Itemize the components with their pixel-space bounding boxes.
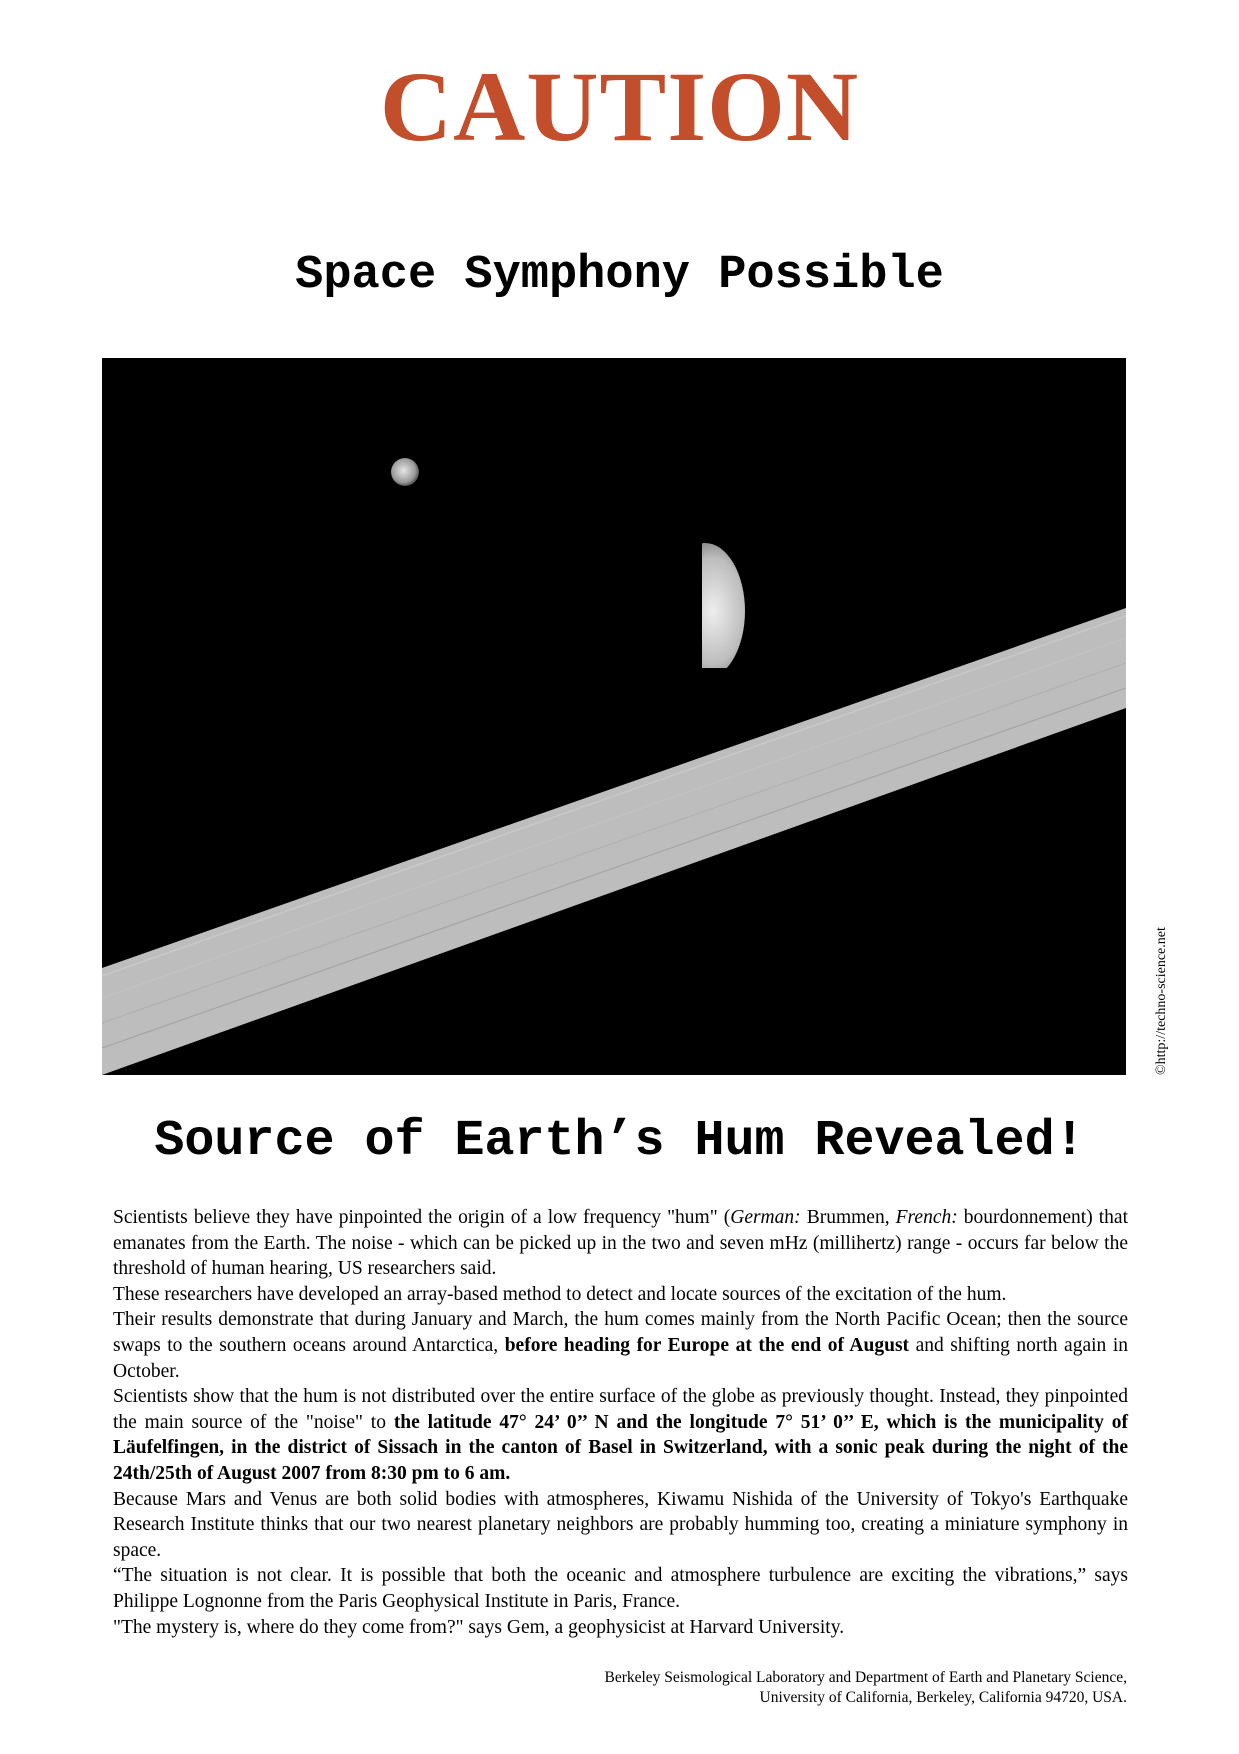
paragraph: Scientists believe they have pinpointed the origin of a low frequency "hum" (German: Brummen, French: bourdonnement) that emanates from the Earth. The noise - which can be picked up in the two and seven mHz (millihertz) range - occurs far below the threshold of human hearing, US researchers said. (113, 1207, 1128, 1280)
paragraph: Because Mars and Venus are both solid bodies with atmospheres, Kiwamu Nishida of the University of Tokyo's Earthquake Research Institute thinks that our two nearest planetary neighbors are probably humming too, creating a miniature symphony in space. (113, 1488, 1128, 1561)
article-headline: Source of Earth’s Hum Revealed! (154, 1113, 1085, 1170)
paragraph: Their results demonstrate that during January and March, the hum comes mainly from the North Pacific Ocean; then the source swaps to the southern oceans around Antarctica, before heading for Europe at the end of August and shifting north again in October. (113, 1309, 1128, 1382)
paragraph: “The situation is not clear. It is possible that both the oceanic and atmosphere turbulence are exciting the vibrations,” says Philippe Lognonne from the Paris Geophysical Institute in Paris, France. (113, 1565, 1128, 1612)
poster-subtitle: Space Symphony Possible (295, 249, 944, 302)
space-photo (102, 358, 1126, 1075)
photo-credit: ©http://techno-science.net (1154, 927, 1169, 1075)
paragraph: Scientists show that the hum is not distributed over the entire surface of the globe as previously thought. Instead, they pinpointed the main source of the "noise" to the latitude 47° 24’ 0’’ N and the longitude 7° 51’ 0’’ E, which is the municipality of Läufelfingen, in the district of Sissach in the canton of Basel in Switzerland, with a sonic peak during the night of the 24th/25th of August 2007 from 8:30 pm to 6 am. (113, 1386, 1128, 1484)
source-line: Berkeley Seismological Laboratory and Department of Earth and Planetary Science, (604, 1669, 1127, 1686)
source-attribution (604, 1668, 1127, 1708)
paragraph: These researchers have developed an array-based method to detect and locate sources of the excitation of the hum. (113, 1283, 1007, 1305)
source-line: University of California, Berkeley, California 94720, USA. (759, 1689, 1127, 1706)
caution-heading: CAUTION (379, 51, 860, 162)
paragraph: "The mystery is, where do they come from?" says Gem, a geophysicist at Harvard University. (113, 1616, 845, 1638)
article-body (113, 1205, 1128, 1640)
small-moon (391, 458, 419, 486)
